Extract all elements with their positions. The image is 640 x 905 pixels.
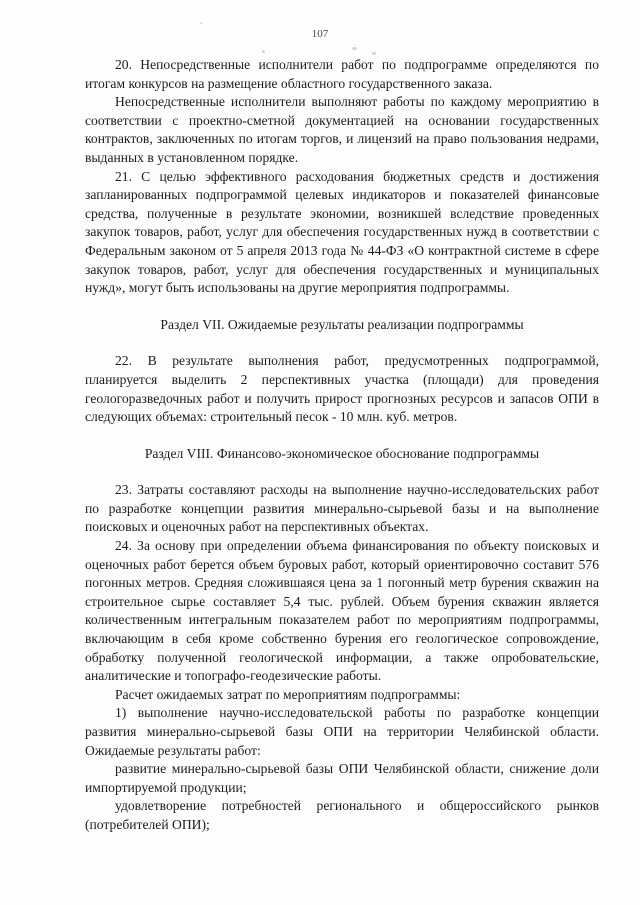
page-number: 107 [311, 28, 329, 40]
paragraph-22: 22. В результате выполнения работ, предусмотренных подпрограммой, планируется выделить 2 перспективных участка (площади) для проведения геологоразведочных работ и получить прирост прогнозных ресурсов и запасов ОПИ в следующих объемах: строительный песок - 10 млн. куб. метров. [85, 353, 599, 425]
document-body [85, 56, 599, 835]
scan-speck [352, 47, 357, 50]
scan-speck [372, 52, 376, 55]
paragraph-contractors: Непосредственные исполнители выполняют работы по каждому мероприятию в соответствии с проектно-сметной документацией на основании государственных контрактов, заключенных по итогам торгов, и лицензий на право пользования недрами, выданных в установленном порядке. [85, 94, 599, 165]
section-8-heading: Раздел VIII. Финансово-экономическое обоснование подпрограммы [144, 445, 540, 461]
result-development: развитие минерально-сырьевой базы ОПИ Челябинской области, снижение доли импортируемой продукции; [85, 761, 599, 795]
list-item-1: 1) выполнение научно-исследовательской работы по разработке концепции развития минерально-сырьевой базы ОПИ на территории Челябинской области. Ожидаемые результаты работ: [85, 705, 599, 758]
scan-speck [262, 50, 265, 53]
paragraph-20: 20. Непосредственные исполнители работ по подпрограмме определяются по итогам конкурсов на размещение областного государственного заказа. [85, 57, 599, 91]
paragraph-cost-calculation: Расчет ожидаемых затрат по мероприятиям подпрограммы: [115, 686, 461, 702]
section-7-heading: Раздел VII. Ожидаемые результаты реализации подпрограммы [160, 316, 524, 332]
paragraph-24: 24. За основу при определении объема финансирования по объекту поисковых и оценочных работ берется объем буровых работ, который ориентировочно составит 576 погонных метров. Средняя сложившаяся цена за 1 погонный метр бурения скважин на строительное сырье составляет 5,4 тыс. рублей. Объем бурения скважин является количественным интегральным показателем работ по мероприятиям подпрограммы, включающим в себя кроме собственно бурения его геологическое сопровождение, обработку полученной геологической информации, а также опробовательские, аналитические и топографо-геодезические работы. [85, 538, 599, 684]
paragraph-23: 23. Затраты составляют расходы на выполнение научно-исследовательских работ по разработке концепции развития минерально-сырьевой базы и на выполнение поисковых и оценочных работ на перспективных объектах. [85, 482, 599, 535]
result-satisfaction: удовлетворение потребностей регионального и общероссийского рынков (потребителей ОПИ); [85, 798, 599, 832]
scan-speck [200, 22, 202, 24]
paragraph-21: 21. С целью эффективного расходования бюджетных средств и достижения запланированных подпрограммой целевых индикаторов и показателей финансовые средства, полученные в результате экономии, возникшей вследствие проведенных закупок товаров, работ, услуг для обеспечения государственных нужд в соответствии с Федеральным законом от 5 апреля 2013 года № 44-ФЗ «О контрактной системе в сфере закупок товаров, работ, услуг для обеспечения государственных и муниципальных нужд», могут быть использованы на другие мероприятия подпрограммы. [85, 168, 599, 296]
